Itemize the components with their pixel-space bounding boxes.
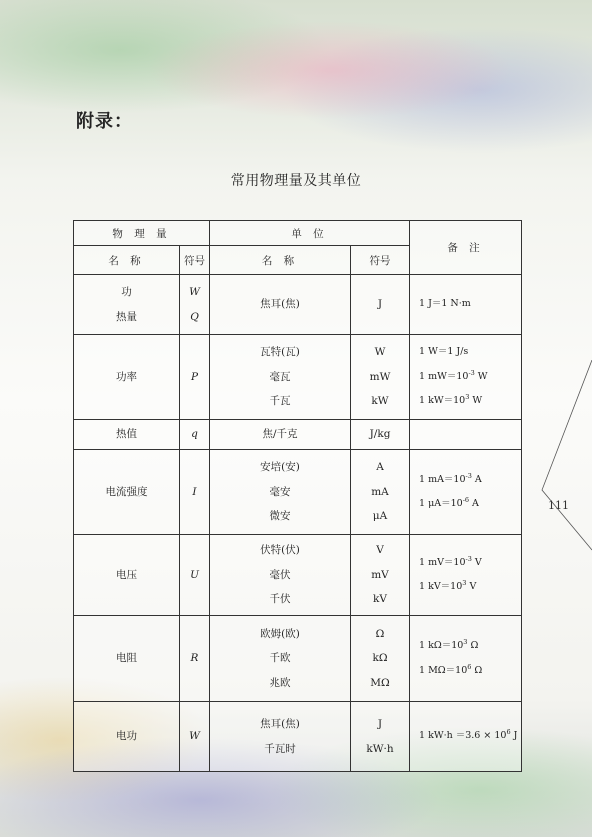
table-row — [74, 616, 522, 702]
unit-name: 焦耳(焦) — [260, 718, 300, 730]
unit-symbol-cell — [351, 616, 410, 702]
quantity-name: 电功 — [116, 730, 137, 743]
unit-symbol-cell — [351, 535, 410, 616]
unit-name-cell — [210, 450, 351, 535]
remark-text: 1 $mW=10^{-3}$ W — [419, 368, 488, 382]
quantity-name-cell — [74, 450, 180, 535]
remark-exponent: -3 — [468, 368, 475, 377]
remark-text: 1 $M\Omega=10^6$ Ω — [419, 662, 483, 676]
remark-text: 1 W＝1 J/s — [419, 346, 469, 358]
page-number: 111 — [548, 499, 569, 512]
unit-name: 千欧 — [269, 652, 291, 665]
unit-symbol: A — [376, 461, 384, 474]
header-name: 名 称 — [74, 246, 180, 275]
remark-text: 1 $kW\cdot h =3.6 \times 10^6$ J — [419, 728, 518, 742]
table-row — [74, 335, 522, 420]
header-quantity: 物 理 量 — [74, 221, 210, 246]
unit-name: 兆欧 — [269, 676, 291, 689]
remark-cell — [410, 616, 522, 702]
quantity-name: 电流强度 — [105, 485, 148, 498]
table-row — [74, 702, 522, 772]
unit-symbol: W — [374, 346, 386, 359]
remark-exponent: 3 — [462, 579, 467, 587]
table-title: 常用物理量及其单位 — [230, 173, 362, 189]
unit-name: 千伏 — [269, 593, 291, 606]
quantity-symbol: P — [190, 370, 199, 383]
unit-symbol-cell — [351, 702, 410, 772]
unit-name: 欧姆(欧) — [260, 627, 300, 640]
unit-symbol: J — [377, 298, 383, 311]
remark-exponent: -3 — [465, 554, 472, 563]
remark-text: 1 J＝1 N·m — [419, 298, 471, 310]
remark-exponent: 3 — [463, 638, 468, 646]
unit-name: 毫安 — [269, 485, 291, 498]
quantity-name: 热量 — [116, 310, 137, 323]
unit-name: 千瓦时 — [264, 742, 296, 755]
unit-symbol: J — [377, 718, 383, 730]
unit-symbol-cell — [351, 335, 410, 420]
unit-symbol: mV — [371, 568, 389, 581]
remark-exponent: -6 — [462, 496, 470, 504]
remark-exponent: 3 — [465, 393, 470, 402]
page-corner-decoration — [540, 360, 592, 560]
unit-name: 千瓦 — [269, 395, 291, 408]
quantity-symbol: U — [190, 568, 199, 581]
quantity-symbol-cell — [180, 275, 210, 335]
quantity-symbol-cell — [180, 420, 210, 450]
quantity-name: 功 — [121, 286, 132, 298]
remark-cell — [410, 535, 522, 616]
unit-symbol-cell — [351, 420, 410, 450]
quantity-name-cell — [74, 702, 180, 772]
unit-symbol: μA — [372, 510, 388, 523]
quantity-symbol: Q — [190, 310, 199, 323]
table-row — [74, 535, 522, 616]
unit-name-cell — [210, 616, 351, 702]
remark-cell — [410, 335, 522, 420]
unit-name-cell — [210, 702, 351, 772]
quantity-symbol-cell — [180, 335, 210, 420]
unit-name: 毫伏 — [269, 568, 291, 581]
quantity-name: 电压 — [116, 568, 137, 581]
quantity-symbol: W — [189, 286, 200, 298]
table-row — [74, 420, 522, 450]
quantity-symbol: I — [192, 485, 197, 498]
unit-name: 安培(安) — [260, 461, 300, 474]
unit-symbol: kW — [371, 395, 389, 408]
unit-name: 焦耳(焦) — [260, 298, 300, 311]
header-unit-symbol: 符号 — [351, 246, 410, 275]
unit-symbol: V — [376, 544, 384, 557]
remark-cell — [410, 420, 522, 450]
remark-text: 1 $mA=10^{-3}$ A — [419, 471, 482, 485]
quantity-symbol-cell — [180, 702, 210, 772]
header-unit-name: 名 称 — [210, 246, 351, 275]
unit-symbol: kΩ — [372, 652, 388, 665]
quantity-name: 热值 — [116, 428, 137, 441]
unit-name: 伏特(伏) — [260, 544, 300, 557]
unit-name-cell — [210, 335, 351, 420]
remark-exponent: 6 — [467, 662, 472, 671]
remark-exponent: 6 — [506, 728, 511, 737]
quantity-name: 电阻 — [116, 652, 137, 665]
remark-cell — [410, 275, 522, 335]
unit-symbol-cell — [351, 450, 410, 535]
unit-name-cell — [210, 535, 351, 616]
table-row — [74, 275, 522, 335]
unit-symbol: kW·h — [366, 742, 394, 755]
remark-text: 1 $kW=10^3$ W — [419, 393, 483, 407]
quantity-symbol-cell — [180, 616, 210, 702]
appendix-title: 附录： — [76, 111, 133, 132]
unit-symbol: kV — [373, 593, 387, 606]
unit-symbol: MΩ — [370, 676, 390, 689]
remark-cell — [410, 450, 522, 535]
remark-cell — [410, 702, 522, 772]
unit-symbol: Ω — [375, 627, 385, 640]
quantity-name-cell — [74, 275, 180, 335]
unit-name: 瓦特(瓦) — [260, 346, 300, 359]
unit-symbol: mW — [369, 370, 391, 383]
quantity-symbol: q — [191, 428, 198, 441]
unit-name: 微安 — [269, 510, 291, 523]
unit-name-cell — [210, 420, 351, 450]
unit-symbol: mA — [371, 485, 389, 498]
quantity-name: 功率 — [116, 370, 137, 383]
quantity-symbol-cell — [180, 450, 210, 535]
remark-text: 1 $\mu A=10^{-6}$ A — [419, 496, 479, 509]
quantity-symbol: R — [190, 652, 199, 665]
quantity-name-cell — [74, 535, 180, 616]
quantity-name-cell — [74, 335, 180, 420]
unit-name-cell — [210, 275, 351, 335]
unit-symbol: J/kg — [369, 428, 391, 441]
quantity-name-cell — [74, 616, 180, 702]
header-symbol: 符号 — [180, 246, 210, 275]
table-row — [74, 450, 522, 535]
unit-symbol-cell — [351, 275, 410, 335]
unit-name: 毫瓦 — [269, 370, 291, 383]
quantity-symbol: W — [189, 730, 200, 743]
header-remark: 备 注 — [410, 221, 522, 275]
remark-text: 1 $kV=10^3$ V — [419, 579, 477, 592]
quantity-symbol-cell — [180, 535, 210, 616]
remark-text: 1 $mV=10^{-3}$ V — [419, 554, 482, 568]
header-unit: 单 位 — [210, 221, 410, 246]
quantity-name-cell — [74, 420, 180, 450]
remark-text: 1 $k\Omega=10^3$ Ω — [419, 638, 479, 651]
remark-exponent: -3 — [465, 471, 472, 480]
physical-units-table — [73, 220, 522, 772]
unit-name: 焦/千克 — [262, 428, 298, 441]
